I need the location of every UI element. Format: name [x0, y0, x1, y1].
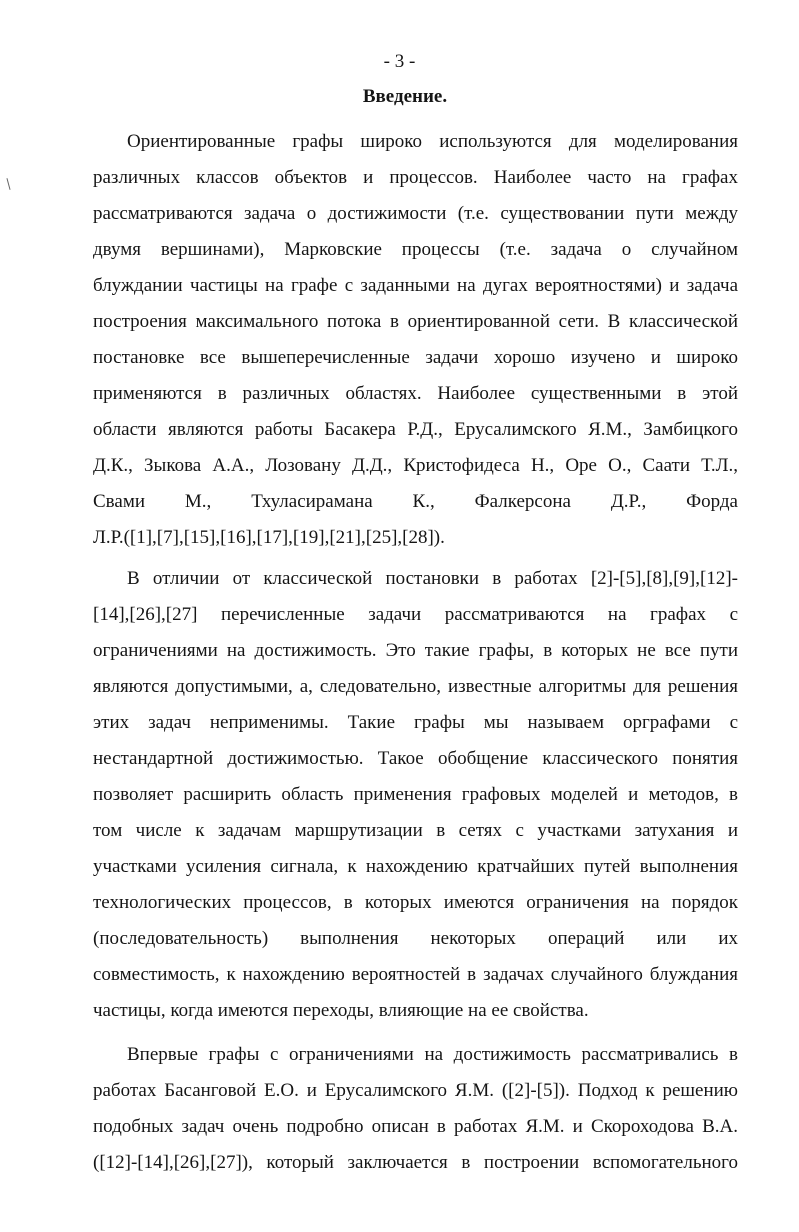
text-line: различных классов объектов и процессов. Наиболее часто на графах	[93, 167, 738, 188]
text-line: частицы, когда имеются переходы, влияющие на ее свойства.	[93, 1000, 589, 1021]
text-line: Ориентированные графы широко используются для моделирования	[127, 131, 738, 152]
text-line: Д.К., Зыкова А.А., Лозовану Д.Д., Кристофидеса Н., Оре О., Саати Т.Л.,	[93, 455, 738, 476]
text-line: постановке все вышеперечисленные задачи хорошо изучено и широко	[93, 347, 738, 368]
text-line: участками усиления сигнала, к нахождению кратчайших путей выполнения	[93, 856, 738, 877]
text-line: технологических процессов, в которых имеются ограничения на порядок	[93, 892, 738, 913]
text-line: Впервые графы с ограничениями на достижимость рассматривались в	[127, 1044, 738, 1065]
text-line: ограничениями на достижимость. Это такие графы, в которых не все пути	[93, 640, 738, 661]
text-line: том числе к задачам маршрутизации в сетях с участками затухания и	[93, 820, 738, 841]
text-line: совместимость, к нахождению вероятностей в задачах случайного блуждания	[93, 964, 738, 985]
text-line: позволяет расширить область применения графовых моделей и методов, в	[93, 784, 738, 805]
text-line: ([12]-[14],[26],[27]), который заключается в построении вспомогательного	[93, 1152, 738, 1173]
text-line: применяются в различных областях. Наиболее существенными в этой	[93, 383, 738, 404]
text-line: подобных задач очень подробно описан в работах Я.М. и Скороходова В.А.	[93, 1116, 738, 1137]
paragraph-2	[93, 561, 738, 1029]
section-heading: Введение.	[362, 86, 448, 107]
text-line: блуждании частицы на графе с заданными на дугах вероятностями) и задача	[93, 275, 738, 296]
body-text	[93, 124, 738, 1181]
text-line: [14],[26],[27] перечисленные задачи рассматриваются на графах с	[93, 604, 738, 625]
paragraph-3	[93, 1037, 738, 1181]
text-line: построения максимального потока в ориентированной сети. В классической	[93, 311, 738, 332]
scan-mark	[6, 178, 10, 190]
text-line: Свами М., Тхуласирамана К., Фалкерсона Д.Р., Форда	[93, 491, 738, 512]
text-line: В отличии от классической постановки в работах [2]-[5],[8],[9],[12]-	[127, 568, 738, 589]
text-line: рассматриваются задача о достижимости (т.е. существовании пути между	[93, 203, 738, 224]
paragraph-1	[93, 124, 738, 556]
paragraph-gap	[93, 1029, 738, 1037]
text-line: работах Басанговой Е.О. и Ерусалимского Я.М. ([2]-[5]). Подход к решению	[93, 1080, 738, 1101]
text-line: области являются работы Басакера Р.Д., Ерусалимского Я.М., Замбицкого	[93, 419, 738, 440]
text-line: двумя вершинами), Марковские процессы (т.е. задача о случайном	[93, 239, 738, 260]
text-line: нестандартной достижимостью. Такое обобщение классического понятия	[93, 748, 738, 769]
text-line: этих задач неприменимы. Такие графы мы называем орграфами с	[93, 712, 738, 733]
page-number: - 3 -	[383, 51, 416, 72]
text-line: (последовательность) выполнения некоторых операций или их	[93, 928, 738, 949]
text-line: являются допустимыми, а, следовательно, известные алгоритмы для решения	[93, 676, 738, 697]
text-line: Л.Р.([1],[7],[15],[16],[17],[19],[21],[25],[28]).	[93, 527, 445, 548]
